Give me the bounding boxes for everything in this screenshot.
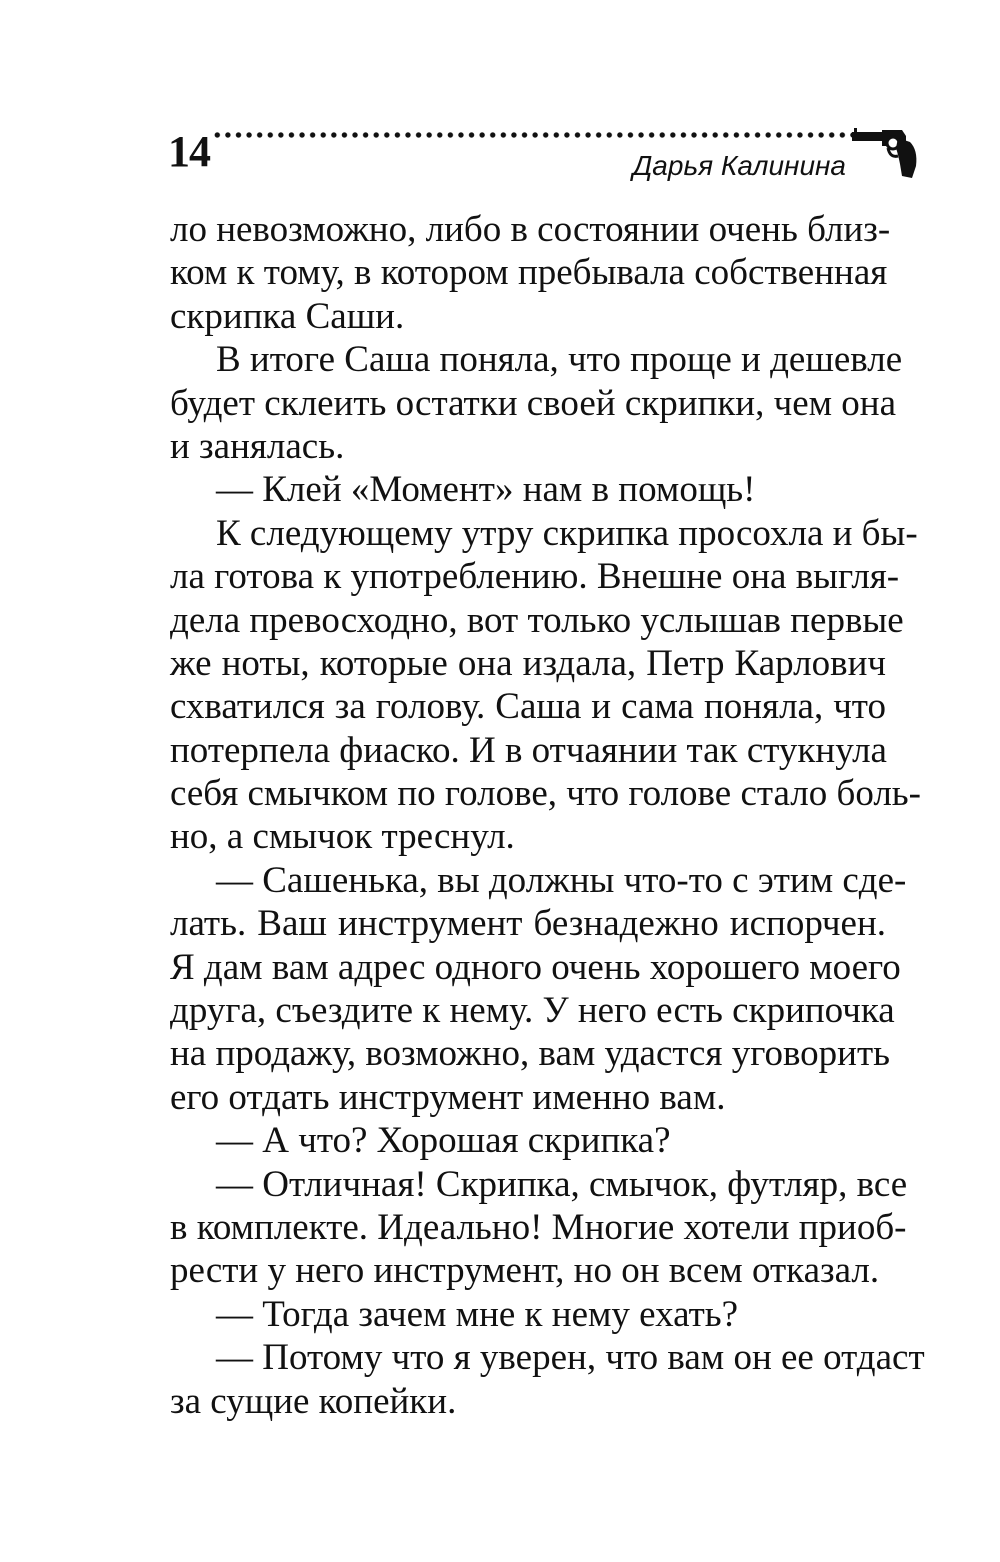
text-line: схватился за голову. Саша и сама поняла, что xyxy=(170,686,886,728)
running-header-author: Дарья Калинина xyxy=(632,150,846,181)
text-line: дела превосходно, вот только услышав первые xyxy=(170,599,904,641)
text-line: ла готова к употреблению. Внешне она выгля- xyxy=(170,556,900,598)
text-line: но, а смычок треснул. xyxy=(170,816,515,858)
text-line: ло невозможно, либо в состоянии очень близ- xyxy=(170,209,891,250)
text-line: за сущие копейки. xyxy=(170,1380,457,1422)
text-line: ком к тому, в котором пребывала собственная xyxy=(170,252,888,294)
text-line: — Клей «Момент» нам в помощь! xyxy=(216,469,756,511)
dot-leader xyxy=(212,130,860,140)
text-line: — Отличная! Скрипка, смычок, футляр, все xyxy=(216,1163,908,1205)
revolver-icon xyxy=(852,124,920,182)
text-line: рести у него инструмент, но он всем отказал. xyxy=(170,1250,880,1292)
text-line: — А что? Хорошая скрипка? xyxy=(216,1120,671,1162)
text-line: будет склеить остатки своей скрипки, чем она xyxy=(170,382,897,424)
text-line: — Сашенька, вы должны что-то с этим сде- xyxy=(216,859,907,901)
text-line: скрипка Саши. xyxy=(170,295,405,337)
text-line: и занялась. xyxy=(170,425,345,467)
text-line: его отдать инструмент именно вам. xyxy=(170,1076,726,1118)
text-line: К следующему утру скрипка просохла и бы- xyxy=(216,512,918,554)
text-line: — Потому что я уверен, что вам он ее отдаст xyxy=(216,1337,925,1379)
text-line: лать. Ваш инструмент безнадежно испорчен. xyxy=(170,903,886,945)
text-line: В итоге Саша поняла, что проще и дешевле xyxy=(216,339,903,381)
text-line: себя смычком по голове, что голове стало боль- xyxy=(170,773,921,815)
text-line: Я дам вам адрес одного очень хорошего моего xyxy=(170,946,901,988)
text-line: на продажу, возможно, вам удастся уговорить xyxy=(170,1033,891,1075)
text-line: потерпела фиаско. И в отчаянии так стукнула xyxy=(170,729,887,771)
text-line: же ноты, которые она издала, Петр Карлович xyxy=(170,642,886,684)
text-line: — Тогда зачем мне к нему ехать? xyxy=(216,1293,739,1335)
body-text xyxy=(170,208,925,1423)
page-number: 14 xyxy=(168,127,210,176)
text-line: в комплекте. Идеально! Многие хотели приоб- xyxy=(170,1206,907,1248)
text-line: друга, съездите к нему. У него есть скрипочка xyxy=(170,990,895,1032)
running-header xyxy=(168,124,920,194)
